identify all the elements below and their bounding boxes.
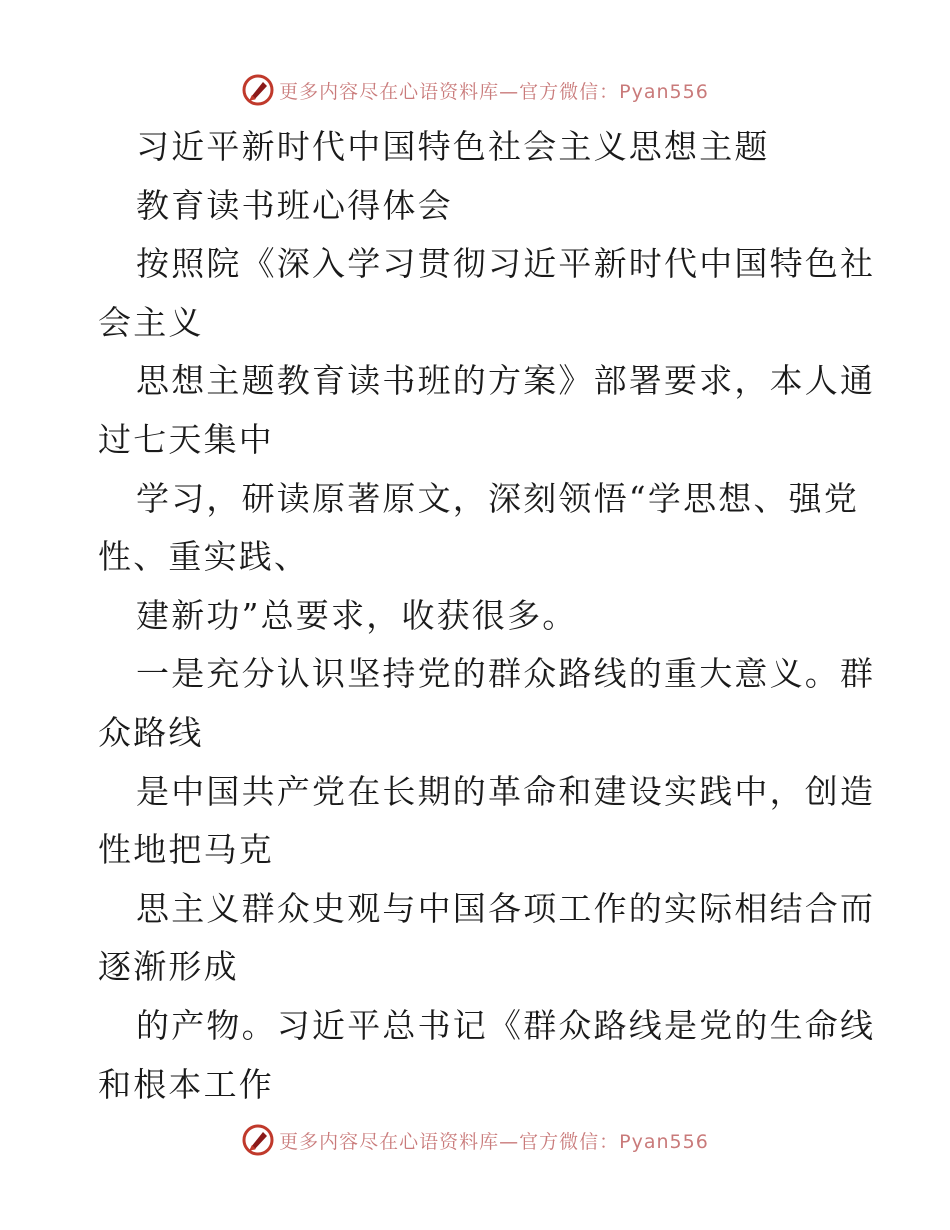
- paragraph-line: 学习，研读原著原文，深刻领悟“学思想、强党: [136, 478, 860, 518]
- header-banner-text: 更多内容尽在心语资料库—官方微信：Pyan556: [279, 80, 709, 103]
- paragraph-line: 过七天集中: [98, 419, 274, 459]
- paragraph-line: 会主义: [98, 302, 204, 342]
- paragraph-line: 的产物。习近平总书记《群众路线是党的生命线: [136, 1005, 876, 1045]
- header-banner: [0, 70, 950, 110]
- paragraph-line: 建新功”总要求，收获很多。: [136, 595, 578, 635]
- paragraph-line: 性地把马克: [98, 830, 274, 870]
- paragraph-line: 性、重实践、: [98, 537, 310, 577]
- paragraph-line: 众路线: [98, 712, 204, 752]
- paragraph-line: 和根本工作: [98, 1064, 274, 1104]
- footer-banner-text: 更多内容尽在心语资料库—官方微信：Pyan556: [279, 1130, 709, 1153]
- paragraph-line: 一是充分认识坚持党的群众路线的重大意义。群: [136, 654, 876, 694]
- pen-nib-logo-icon: [241, 73, 275, 107]
- paragraph-line: 逐渐形成: [98, 947, 239, 987]
- paragraph-line: 是中国共产党在长期的革命和建设实践中，创造: [136, 771, 876, 811]
- paragraph-line: 按照院《深入学习贯彻习近平新时代中国特色社: [136, 244, 876, 284]
- doc-title-line-2: 教育读书班心得体会: [136, 185, 453, 225]
- footer-banner: [0, 1120, 950, 1160]
- paragraph-line: 思想主题教育读书班的方案》部署要求，本人通: [136, 361, 876, 401]
- paragraph-line: 思主义群众史观与中国各项工作的实际相结合而: [136, 888, 876, 928]
- document-body: [98, 118, 876, 1114]
- pen-nib-logo-icon: [241, 1123, 275, 1157]
- doc-title-line-1: 习近平新时代中国特色社会主义思想主题: [136, 127, 770, 166]
